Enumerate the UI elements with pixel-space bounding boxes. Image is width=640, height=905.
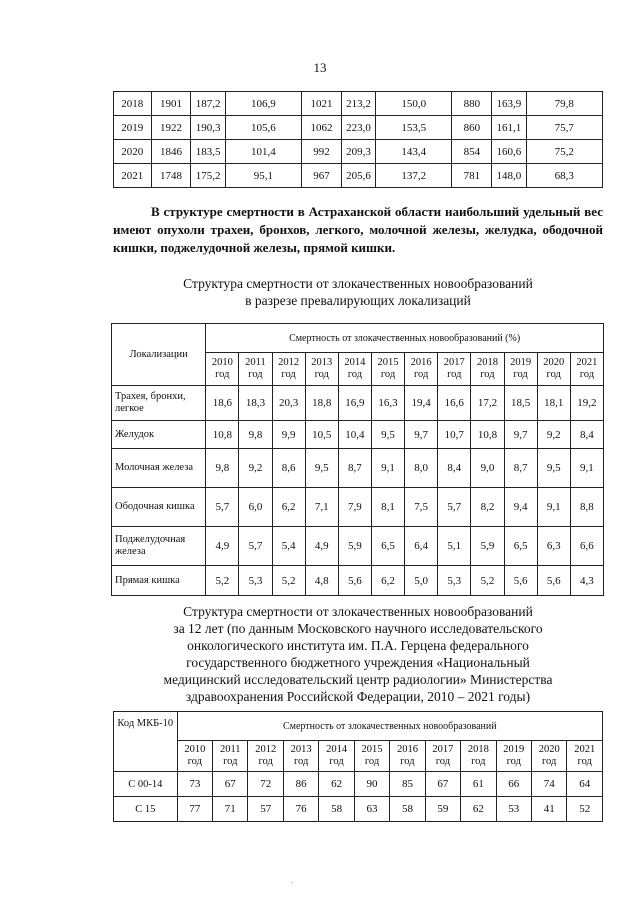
value-cell: 76 (283, 797, 318, 822)
year-word: год (215, 369, 230, 380)
year-number: 2011 (219, 744, 241, 755)
year-number: 2014 (344, 357, 366, 368)
table-row (114, 164, 603, 188)
year-number: 2014 (326, 744, 348, 755)
value-cell: 967 (302, 164, 342, 188)
value-cell: 143,4 (376, 140, 452, 164)
value-cell: 9,1 (537, 488, 570, 527)
year-word: год (258, 756, 273, 767)
value-cell: 18,6 (206, 386, 239, 421)
value-cell: 58 (319, 797, 354, 822)
localization-label: Ободочная кишка (112, 488, 206, 527)
icd-code-cell: С 15 (114, 797, 178, 822)
value-cell: 9,8 (239, 421, 272, 449)
value-cell: 9,8 (206, 449, 239, 488)
value-cell: 73 (177, 772, 212, 797)
value-cell: 18,8 (305, 386, 338, 421)
value-cell: 10,7 (438, 421, 471, 449)
value-cell: 5,7 (206, 488, 239, 527)
table-row (112, 386, 604, 421)
heading-line: здравоохранения Российской Федерации, 2010 – 2021 годы) (185, 689, 531, 704)
year-cell: 2021 (114, 164, 152, 188)
year-header (570, 353, 603, 386)
value-cell: 148,0 (492, 164, 526, 188)
year-header (405, 353, 438, 386)
year-word: год (480, 369, 495, 380)
value-cell: 74 (531, 772, 566, 797)
year-word: год (187, 756, 202, 767)
year-number: 2017 (443, 357, 465, 368)
value-cell: 41 (531, 797, 566, 822)
body-paragraph (113, 203, 603, 257)
value-cell: 9,5 (371, 421, 404, 449)
value-cell: 5,2 (206, 566, 239, 596)
table2-heading (113, 275, 603, 309)
value-cell: 5,7 (438, 488, 471, 527)
value-cell: 20,3 (272, 386, 305, 421)
page-number: 13 (313, 60, 327, 75)
value-cell: 6,5 (504, 527, 537, 566)
value-cell: 10,8 (471, 421, 504, 449)
value-cell: 205,6 (341, 164, 375, 188)
value-cell: 6,5 (371, 527, 404, 566)
year-header (177, 741, 212, 772)
value-cell: 6,0 (239, 488, 272, 527)
year-header (496, 741, 531, 772)
value-cell: 8,2 (471, 488, 504, 527)
value-cell: 67 (425, 772, 460, 797)
icd-code-header: Код МКБ-10 (114, 712, 178, 772)
value-cell: 62 (319, 772, 354, 797)
value-cell: 175,2 (191, 164, 225, 188)
year-header (461, 741, 496, 772)
value-cell: 5,3 (239, 566, 272, 596)
year-header (531, 741, 566, 772)
heading-line: медицинский исследовательский центр радиологии» Министерства (163, 672, 553, 687)
localization-label: Прямая кишка (112, 566, 206, 596)
table-row (114, 797, 603, 822)
value-cell: 6,3 (537, 527, 570, 566)
table-row (112, 527, 604, 566)
value-cell: 7,9 (338, 488, 371, 527)
value-cell: 9,1 (371, 449, 404, 488)
table-row (114, 92, 603, 116)
value-cell: 62 (461, 797, 496, 822)
value-cell: 105,6 (225, 116, 301, 140)
year-header (239, 353, 272, 386)
value-cell: 187,2 (191, 92, 225, 116)
value-cell: 1021 (302, 92, 342, 116)
value-cell: 18,1 (537, 386, 570, 421)
year-number: 2012 (278, 357, 300, 368)
year-header (567, 741, 603, 772)
year-number: 2021 (574, 744, 596, 755)
year-word: год (281, 369, 296, 380)
year-word: год (293, 756, 309, 767)
value-cell: 16,3 (371, 386, 404, 421)
value-cell: 992 (302, 140, 342, 164)
year-header (537, 353, 570, 386)
value-cell: 85 (390, 772, 425, 797)
year-word: год (546, 369, 561, 380)
year-number: 2010 (211, 357, 233, 368)
value-cell: 9,4 (504, 488, 537, 527)
table-row (112, 449, 604, 488)
year-word: год (506, 756, 521, 767)
year-word: год (542, 756, 557, 767)
year-header (425, 741, 460, 772)
mortality-group-header: Смертность от злокачественных новообразований (177, 712, 602, 741)
value-cell: 101,4 (225, 140, 301, 164)
year-header (272, 353, 305, 386)
year-header (471, 353, 504, 386)
value-cell: 18,3 (239, 386, 272, 421)
value-cell: 4,9 (305, 527, 338, 566)
value-cell: 10,4 (338, 421, 371, 449)
year-word: год (347, 369, 363, 380)
value-cell: 79,8 (526, 92, 602, 116)
localization-label: Поджелудочная железа (112, 527, 206, 566)
value-cell: 4,8 (305, 566, 338, 596)
value-cell: 9,1 (570, 449, 603, 488)
year-number: 2015 (377, 357, 399, 368)
year-number: 2019 (510, 357, 532, 368)
value-cell: 10,5 (305, 421, 338, 449)
year-word: год (471, 756, 486, 767)
year-number: 2013 (290, 744, 312, 755)
year-word: год (413, 369, 429, 380)
value-cell: 4,3 (570, 566, 603, 596)
value-cell: 17,2 (471, 386, 504, 421)
year-number: 2018 (476, 357, 498, 368)
mortality-continuation-table (113, 91, 603, 188)
value-cell: 6,6 (570, 527, 603, 566)
year-header (305, 353, 338, 386)
year-number: 2010 (184, 744, 206, 755)
value-cell: 8,4 (570, 421, 603, 449)
value-cell: 4,9 (206, 527, 239, 566)
icd-code-cell: С 00-14 (114, 772, 178, 797)
value-cell: 1922 (151, 116, 191, 140)
value-cell: 95,1 (225, 164, 301, 188)
year-number: 2021 (576, 357, 598, 368)
year-header (338, 353, 371, 386)
year-number: 2020 (538, 744, 560, 755)
year-word: год (364, 756, 380, 767)
value-cell: 77 (177, 797, 212, 822)
localization-structure-table (111, 323, 604, 596)
value-cell: 9,7 (405, 421, 438, 449)
table-row (112, 421, 604, 449)
year-word: год (577, 756, 592, 767)
value-cell: 5,9 (338, 527, 371, 566)
value-cell: 1846 (151, 140, 191, 164)
year-number: 2016 (410, 357, 432, 368)
value-cell: 9,0 (471, 449, 504, 488)
table-row (114, 140, 603, 164)
table-row (112, 488, 604, 527)
localization-label: Трахея, бронхи, легкое (112, 386, 206, 421)
value-cell: 9,2 (239, 449, 272, 488)
value-cell: 57 (248, 797, 283, 822)
year-word: год (435, 756, 451, 767)
value-cell: 5,3 (438, 566, 471, 596)
year-word: год (513, 369, 528, 380)
year-header (390, 741, 425, 772)
year-cell: 2019 (114, 116, 152, 140)
value-cell: 1901 (151, 92, 191, 116)
year-header (438, 353, 471, 386)
value-cell: 64 (567, 772, 603, 797)
value-cell: 53 (496, 797, 531, 822)
value-cell: 7,5 (405, 488, 438, 527)
value-cell: 59 (425, 797, 460, 822)
year-word: год (447, 369, 462, 380)
value-cell: 860 (452, 116, 492, 140)
value-cell: 5,4 (272, 527, 305, 566)
value-cell: 8,0 (405, 449, 438, 488)
localization-label: Желудок (112, 421, 206, 449)
value-cell: 5,7 (239, 527, 272, 566)
year-word: год (314, 369, 329, 380)
value-cell: 66 (496, 772, 531, 797)
value-cell: 8,4 (438, 449, 471, 488)
value-cell: 8,1 (371, 488, 404, 527)
year-number: 2015 (361, 744, 383, 755)
table3-heading (113, 603, 603, 705)
value-cell: 5,2 (272, 566, 305, 596)
localization-label: Молочная железа (112, 449, 206, 488)
year-cell: 2018 (114, 92, 152, 116)
value-cell: 5,6 (537, 566, 570, 596)
value-cell: 58 (390, 797, 425, 822)
value-cell: 19,2 (570, 386, 603, 421)
value-cell: 223,0 (341, 116, 375, 140)
value-cell: 16,9 (338, 386, 371, 421)
heading-line: онкологического института им. П.А. Герцена федерального (187, 638, 529, 653)
heading-line: государственного бюджетного учреждения «Национальный (186, 655, 530, 670)
year-header (213, 741, 248, 772)
year-number: 2011 (245, 357, 266, 368)
value-cell: 8,8 (570, 488, 603, 527)
paragraph-text: В структуре смертности в Астраханской области наибольший удельный вес имеют опухоли трахеи, бронхов, легкого, молочной железы, желудка, ободочной кишки, поджелудочной железы, прямой кишки. (113, 204, 603, 255)
value-cell: 161,1 (492, 116, 526, 140)
value-cell: 8,6 (272, 449, 305, 488)
year-header (354, 741, 389, 772)
value-cell: 213,2 (341, 92, 375, 116)
localization-header: Локализации (112, 324, 206, 386)
year-header (319, 741, 354, 772)
value-cell: 63 (354, 797, 389, 822)
year-number: 2020 (543, 357, 565, 368)
value-cell: 67 (213, 772, 248, 797)
value-cell: 9,7 (504, 421, 537, 449)
value-cell: 7,1 (305, 488, 338, 527)
heading-line: за 12 лет (по данным Московского научного исследовательского (173, 621, 543, 636)
value-cell: 10,8 (206, 421, 239, 449)
value-cell: 5,2 (471, 566, 504, 596)
value-cell: 5,6 (504, 566, 537, 596)
value-cell: 9,2 (537, 421, 570, 449)
year-number: 2019 (503, 744, 525, 755)
heading-line: в разрезе превалирующих локализаций (245, 293, 471, 308)
value-cell: 5,1 (438, 527, 471, 566)
year-header (206, 353, 239, 386)
value-cell: 6,4 (405, 527, 438, 566)
value-cell: 1748 (151, 164, 191, 188)
year-word: год (579, 369, 595, 380)
year-number: 2018 (467, 744, 489, 755)
table-row (114, 772, 603, 797)
value-cell: 153,5 (376, 116, 452, 140)
value-cell: 5,6 (338, 566, 371, 596)
value-cell: 68,3 (526, 164, 602, 188)
year-number: 2012 (255, 744, 277, 755)
value-cell: 52 (567, 797, 603, 822)
value-cell: 86 (283, 772, 318, 797)
value-cell: 183,5 (191, 140, 225, 164)
value-cell: 5,9 (471, 527, 504, 566)
value-cell: 190,3 (191, 116, 225, 140)
year-header (248, 741, 283, 772)
value-cell: 19,4 (405, 386, 438, 421)
value-cell: 6,2 (272, 488, 305, 527)
year-header (371, 353, 404, 386)
value-cell: 90 (354, 772, 389, 797)
value-cell: 8,7 (504, 449, 537, 488)
value-cell: 781 (452, 164, 492, 188)
year-number: 2016 (396, 744, 418, 755)
value-cell: 72 (248, 772, 283, 797)
mortality-group-header: Смертность от злокачественных новообразований (%) (206, 324, 604, 353)
year-number: 2017 (432, 744, 454, 755)
value-cell: 61 (461, 772, 496, 797)
value-cell: 75,2 (526, 140, 602, 164)
value-cell: 9,5 (305, 449, 338, 488)
year-word: год (400, 756, 415, 767)
value-cell: 5,0 (405, 566, 438, 596)
value-cell: 160,6 (492, 140, 526, 164)
value-cell: 18,5 (504, 386, 537, 421)
value-cell: 1062 (302, 116, 342, 140)
value-cell: 106,9 (225, 92, 301, 116)
heading-line: Структура смертности от злокачественных новообразований (183, 604, 533, 619)
year-word: год (223, 756, 238, 767)
value-cell: 9,9 (272, 421, 305, 449)
year-word: год (380, 369, 396, 380)
year-cell: 2020 (114, 140, 152, 164)
year-header (283, 741, 318, 772)
value-cell: 9,5 (537, 449, 570, 488)
table-row (112, 566, 604, 596)
year-word: год (248, 369, 263, 380)
value-cell: 75,7 (526, 116, 602, 140)
value-cell: 209,3 (341, 140, 375, 164)
value-cell: 8,7 (338, 449, 371, 488)
value-cell: 71 (213, 797, 248, 822)
value-cell: 137,2 (376, 164, 452, 188)
value-cell: 854 (452, 140, 492, 164)
year-word: год (329, 756, 344, 767)
icd-structure-table (113, 711, 603, 822)
scan-dot: · (290, 878, 294, 889)
value-cell: 880 (452, 92, 492, 116)
heading-line: Структура смертности от злокачественных новообразований (183, 276, 533, 291)
value-cell: 16,6 (438, 386, 471, 421)
table-row (114, 116, 603, 140)
value-cell: 150,0 (376, 92, 452, 116)
year-number: 2013 (311, 357, 333, 368)
year-header (504, 353, 537, 386)
value-cell: 6,2 (371, 566, 404, 596)
value-cell: 163,9 (492, 92, 526, 116)
